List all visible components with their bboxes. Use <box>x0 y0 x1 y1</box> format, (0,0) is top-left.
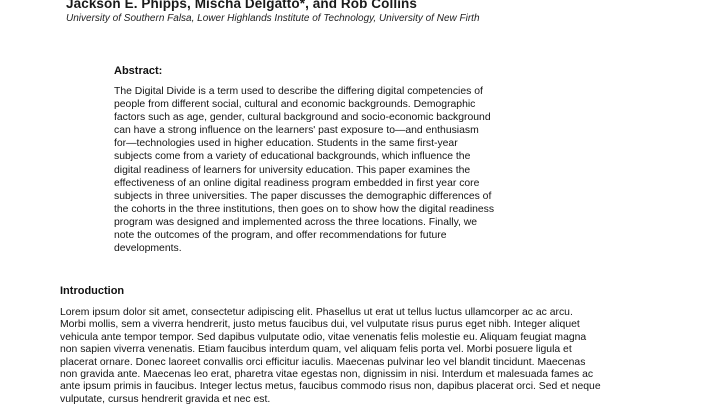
introduction-line: vulputate, cursus hendrerit gravida et nec est. <box>60 393 271 404</box>
introduction-line: non gravida ante. Maecenas leo erat, pharetra vitae egestas non, dignissim in nisi. Interdum et malesuada fames ac <box>60 369 594 381</box>
introduction-line: placerat ornare. Donec laoreet convallis orci efficitur iaculis. Maecenas pulvinar leo vel blandit tincidunt. Maecenas <box>60 356 586 368</box>
abstract-heading: Abstract: <box>114 65 163 77</box>
introduction-line: Lorem ipsum dolor sit amet, consectetur adipiscing elit. Phasellus ut erat ut tellus luctus ullamcorper ac ac arcu. <box>60 307 573 318</box>
abstract-line: The Digital Divide is a term used to describe the differing digital competencies of <box>114 86 483 97</box>
abstract-line: program was designed and implemented across the three locations. Finally, we <box>114 216 478 228</box>
affiliation-list: University of Southern Falsa, Lower Highlands Institute of Technology, University of New Firth <box>66 13 480 24</box>
abstract-body <box>114 85 554 255</box>
abstract-line: subjects in three universities. The paper discusses the demographic differences of <box>114 190 492 202</box>
introduction-line: ante ipsum primis in faucibus. Integer lectus metus, faucibus commodo risus non, dapibus placerat orci. Sed et neque <box>60 381 601 393</box>
abstract-line: subjects come from a variety of educational backgrounds, which influence the <box>114 151 471 163</box>
abstract-line: people from different social, cultural and economic backgrounds. Demographic <box>114 99 476 111</box>
abstract-line: the cohorts in the three institutions, then goes on to show how the digital readiness <box>114 203 495 215</box>
author-list: Jackson E. Phipps, Mischa Delgatto*, and Rob Collins <box>66 0 418 11</box>
introduction-heading: Introduction <box>60 285 125 297</box>
introduction-body <box>60 307 710 404</box>
abstract-line: effectiveness of an online digital readiness program embedded in first year core <box>114 177 480 189</box>
abstract-line: note the outcomes of the program, and offer recommendations for future <box>114 230 447 242</box>
introduction-line: vehicula ante tempor tempor. Sed dapibus vulputate odio, vitae venenatis felis molestie eu. Aliquam feugiat magna <box>60 331 587 343</box>
introduction-line: Morbi mollis, sem a viverra hendrerit, justo metus faucibus dui, vel vulputate risus purus eget nibh. Integer aliquet <box>60 319 580 331</box>
abstract-line: for—technologies used in higher education. Students in the same first-year <box>114 138 458 150</box>
introduction-line: non sapien viverra venenatis. Etiam faucibus interdum quam, vel aliquam felis porta vel. Morbi posuere ligula et <box>60 344 572 356</box>
abstract-line: developments. <box>114 243 182 255</box>
abstract-line: factors such as age, gender, cultural background and socio-economic background <box>114 112 491 124</box>
abstract-line: digital readiness of learners for university education. This paper examines the <box>114 164 471 176</box>
abstract-line: can have a strong influence on the learners' past exposure to—and enthusiasm <box>114 125 479 137</box>
